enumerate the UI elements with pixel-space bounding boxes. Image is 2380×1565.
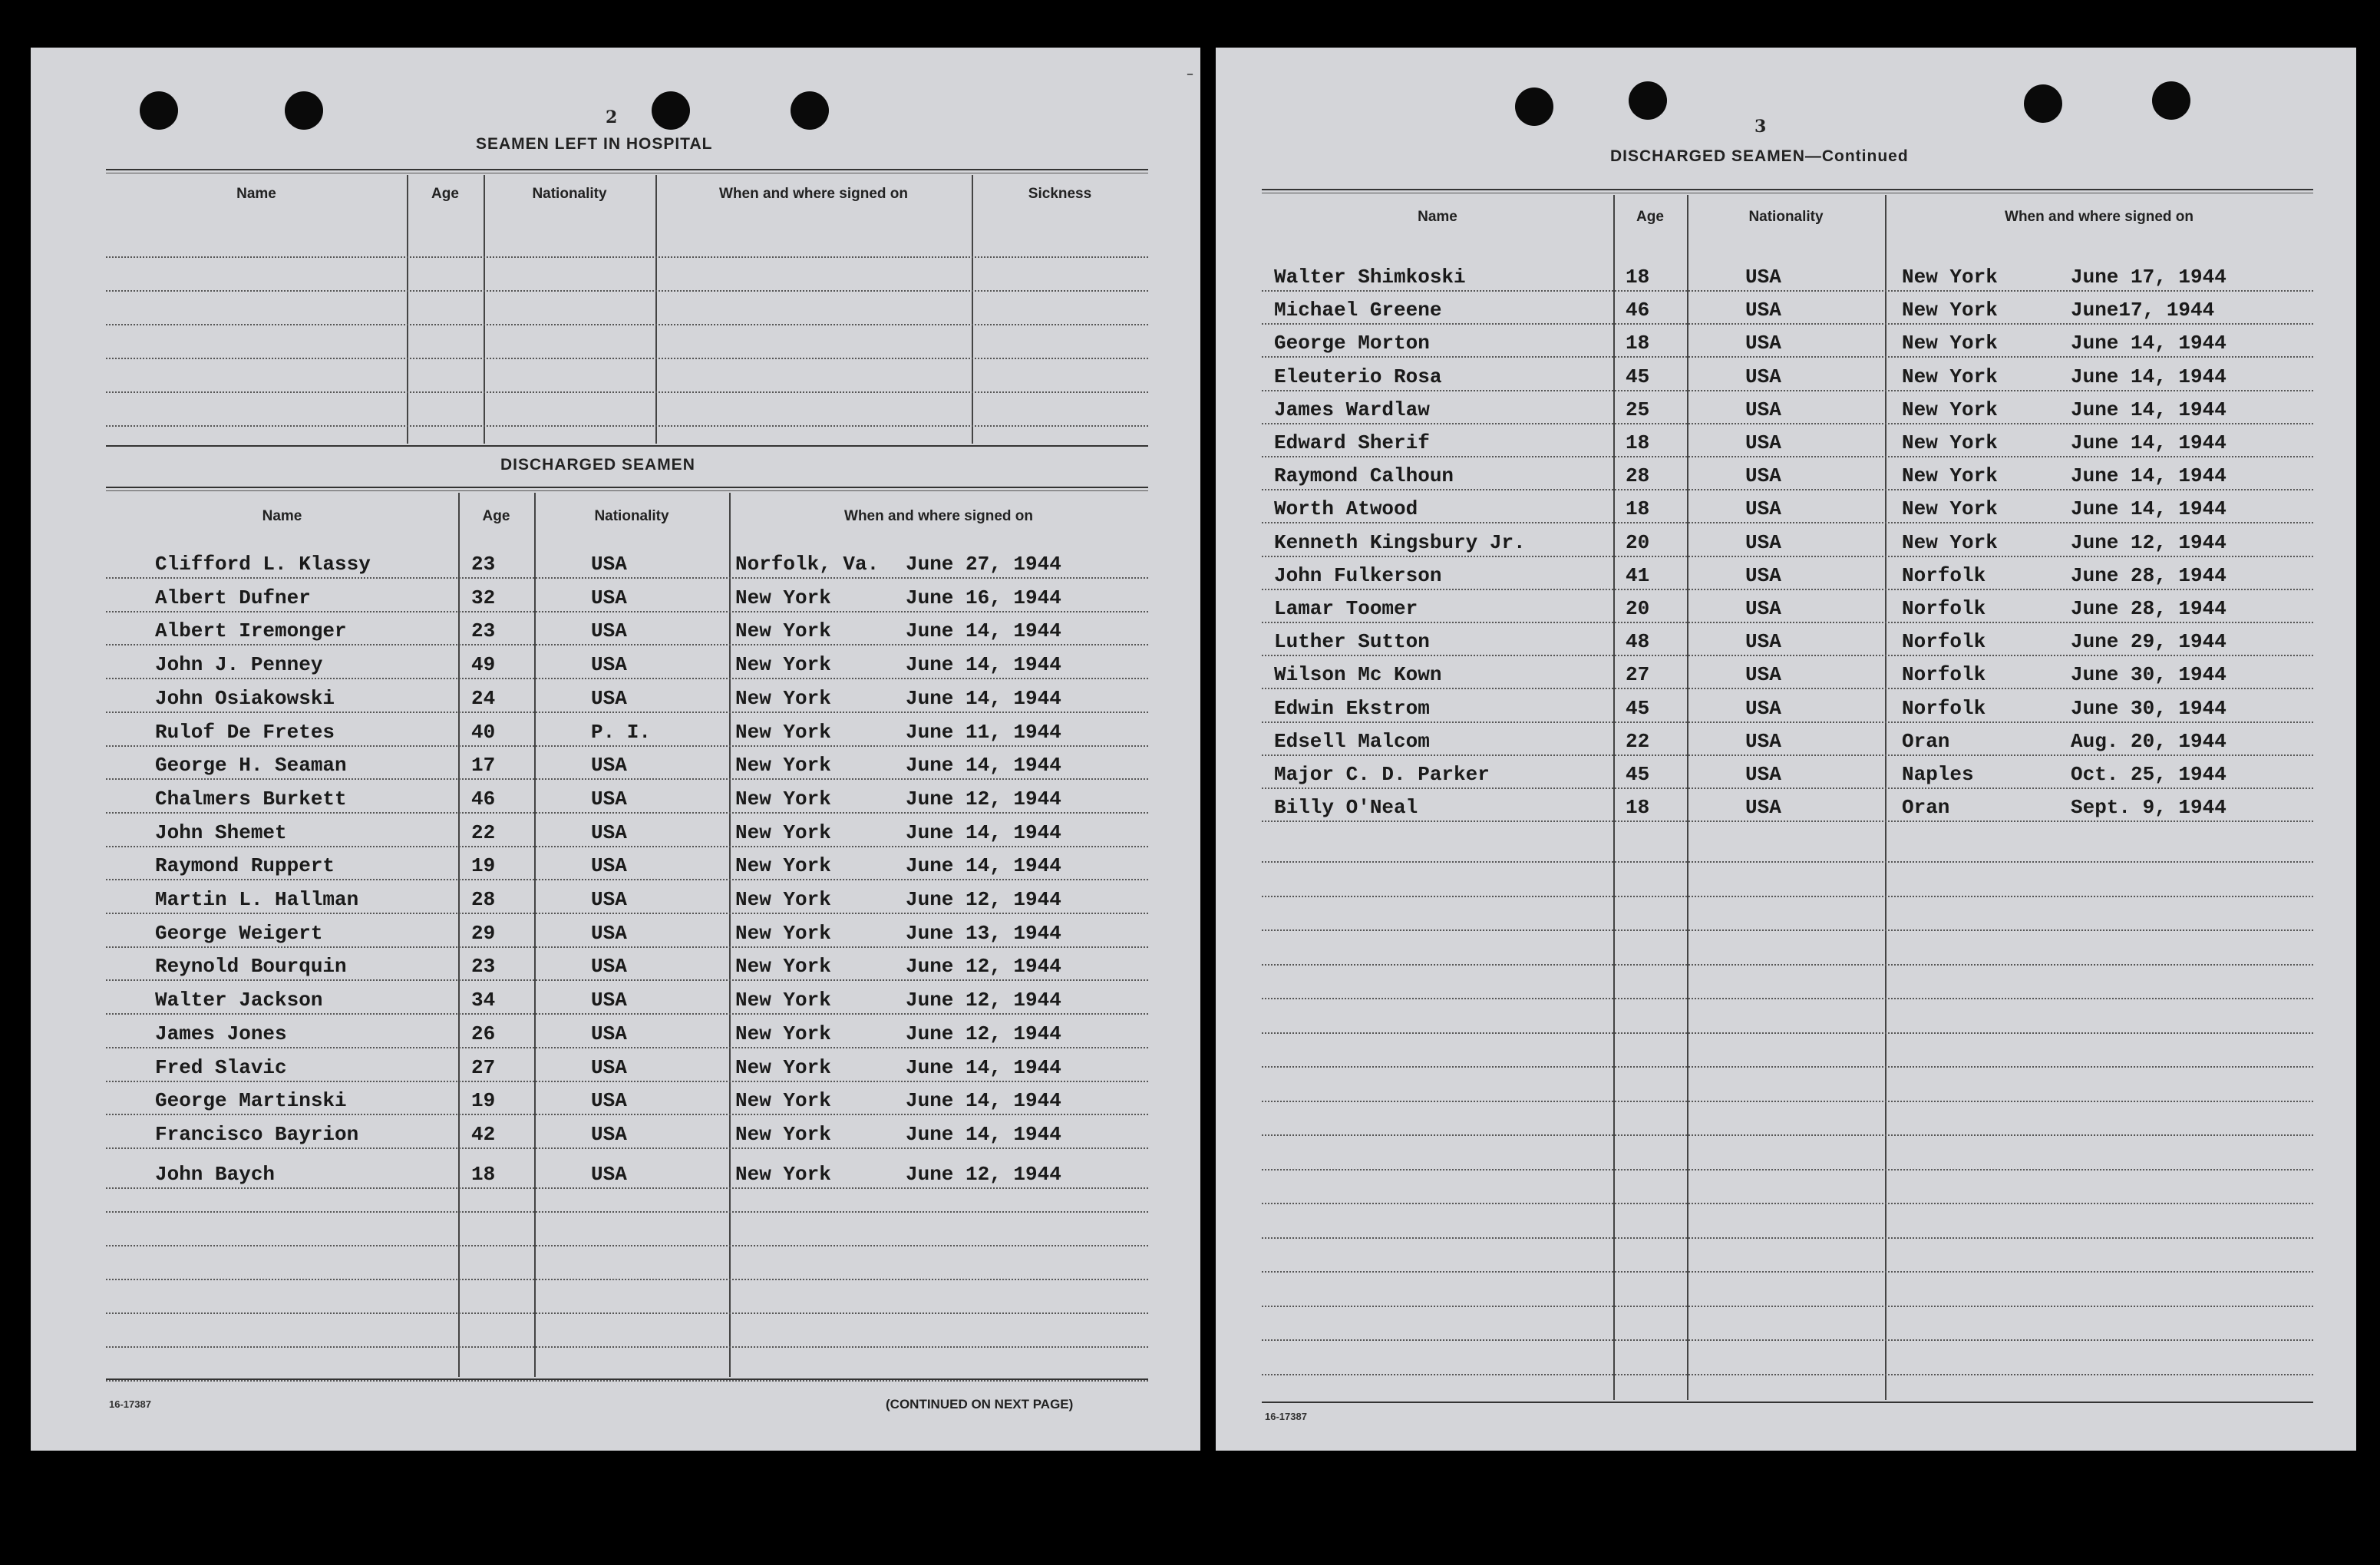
punch-hole: [2024, 84, 2062, 123]
seaman-age: 41: [1626, 564, 1650, 587]
table-top-rule: [106, 490, 1148, 491]
seaman-age: 23: [471, 955, 496, 978]
seaman-nationality: USA: [1745, 497, 1781, 520]
signed-on-date: June 14, 1944: [2071, 497, 2227, 520]
seaman-nationality: USA: [591, 955, 627, 978]
table-row-line: [106, 778, 1148, 780]
seaman-nationality: USA: [591, 888, 627, 911]
signed-on-date: June 14, 1944: [2071, 431, 2227, 454]
table-row-line: [1262, 655, 2313, 656]
seaman-age: 29: [471, 922, 496, 945]
signed-on-date: June 29, 1944: [2071, 630, 2227, 653]
signed-on-place: New York: [735, 1123, 831, 1146]
right-page: [1216, 48, 2356, 1451]
seaman-name: James Jones: [155, 1022, 287, 1045]
signed-on-date: June 12, 1944: [906, 787, 1061, 811]
signed-on-place: New York: [1902, 332, 1998, 355]
seaman-age: 28: [471, 888, 496, 911]
table-row-line: [1262, 290, 2313, 292]
table-row-line: [106, 1312, 1148, 1314]
table-row-line: [106, 290, 1148, 292]
seaman-name: Major C. D. Parker: [1274, 763, 1490, 786]
signed-on-date: June 16, 1944: [906, 586, 1061, 609]
signed-on-place: New York: [735, 955, 831, 978]
signed-on-place: New York: [735, 687, 831, 710]
seaman-age: 40: [471, 721, 496, 744]
column-divider: [1687, 195, 1688, 1400]
table-row-line: [1262, 456, 2313, 457]
signed-on-place: New York: [735, 989, 831, 1012]
seaman-age: 18: [1626, 431, 1650, 454]
discharged-section-title: DISCHARGED SEAMEN: [500, 456, 695, 474]
signed-on-date: June 11, 1944: [906, 721, 1061, 744]
signed-on-place: Oran: [1902, 730, 1950, 753]
signed-on-date: June 14, 1944: [906, 854, 1061, 877]
column-header: Name: [236, 186, 276, 202]
signed-on-place: New York: [735, 1056, 831, 1079]
table-row-line: [106, 1047, 1148, 1048]
signed-on-place: New York: [1902, 531, 1998, 554]
punch-hole: [140, 91, 178, 130]
seaman-nationality: USA: [591, 1123, 627, 1146]
table-row-line: [106, 1211, 1148, 1213]
seaman-age: 20: [1626, 597, 1650, 620]
signed-on-place: New York: [1902, 497, 1998, 520]
seaman-nationality: USA: [1745, 332, 1781, 355]
form-number: 16-17387: [109, 1398, 151, 1410]
signed-on-place: New York: [1902, 266, 1998, 289]
signed-on-date: June 14, 1944: [906, 1056, 1061, 1079]
signed-on-date: June 14, 1944: [906, 1089, 1061, 1112]
page-number: 3: [1754, 117, 1767, 137]
seaman-nationality: USA: [1745, 365, 1781, 388]
table-row-line: [106, 846, 1148, 847]
seaman-nationality: USA: [591, 922, 627, 945]
signed-on-place: Naples: [1902, 763, 1974, 786]
seaman-age: 20: [1626, 531, 1650, 554]
table-row-line: [1262, 1237, 2313, 1239]
signed-on-date: June 28, 1944: [2071, 564, 2227, 587]
signed-on-place: Oran: [1902, 796, 1950, 819]
table-row-line: [1262, 622, 2313, 623]
seaman-name: Walter Shimkoski: [1274, 266, 1466, 289]
signed-on-place: New York: [735, 821, 831, 844]
table-row-line: [106, 644, 1148, 645]
table-row-line: [1262, 896, 2313, 897]
seaman-nationality: USA: [1745, 763, 1781, 786]
seaman-age: 23: [471, 553, 496, 576]
table-row-line: [1262, 522, 2313, 523]
table-row-line: [1262, 1271, 2313, 1273]
seaman-nationality: P. I.: [591, 721, 652, 744]
signed-on-date: June 28, 1944: [2071, 597, 2227, 620]
seaman-nationality: USA: [591, 989, 627, 1012]
seaman-age: 18: [1626, 332, 1650, 355]
column-header: Age: [1636, 209, 1664, 225]
table-row-line: [106, 1380, 1148, 1382]
signed-on-place: Norfolk: [1902, 630, 1986, 653]
table-row-line: [106, 1147, 1148, 1149]
seaman-nationality: USA: [591, 821, 627, 844]
column-divider: [972, 175, 973, 444]
signed-on-date: June 12, 1944: [906, 955, 1061, 978]
signed-on-date: June 14, 1944: [2071, 398, 2227, 421]
seaman-nationality: USA: [591, 586, 627, 609]
seaman-age: 18: [1626, 266, 1650, 289]
signed-on-date: Oct. 25, 1944: [2071, 763, 2227, 786]
seaman-name: Francisco Bayrion: [155, 1123, 359, 1146]
table-row-line: [106, 1279, 1148, 1280]
table-top-rule: [106, 169, 1148, 170]
seaman-name: John Osiakowski: [155, 687, 335, 710]
column-header: Nationality: [1748, 209, 1824, 225]
table-row-line: [106, 979, 1148, 981]
table-row-line: [1262, 589, 2313, 590]
table-row-line: [1262, 1339, 2313, 1341]
column-header: Age: [431, 186, 459, 202]
seaman-age: 19: [471, 1089, 496, 1112]
column-divider: [1613, 195, 1615, 1400]
seaman-name: Albert Dufner: [155, 586, 311, 609]
seaman-age: 48: [1626, 630, 1650, 653]
table-top-rule: [106, 487, 1148, 488]
table-row-line: [106, 577, 1148, 579]
seaman-nationality: USA: [1745, 597, 1781, 620]
signed-on-date: June 13, 1944: [906, 922, 1061, 945]
seaman-age: 49: [471, 653, 496, 676]
seaman-nationality: USA: [591, 854, 627, 877]
column-divider: [407, 175, 408, 444]
table-row-line: [1262, 1066, 2313, 1068]
column-header: When and where signed on: [719, 186, 908, 202]
seaman-age: 23: [471, 619, 496, 642]
punch-hole: [652, 91, 690, 130]
seaman-name: Luther Sutton: [1274, 630, 1430, 653]
column-header: Nationality: [594, 508, 669, 524]
seaman-nationality: USA: [1745, 697, 1781, 720]
seaman-name: Worth Atwood: [1274, 497, 1418, 520]
signed-on-date: June 12, 1944: [906, 1163, 1061, 1186]
signed-on-place: New York: [1902, 464, 1998, 487]
table-row-line: [106, 1187, 1148, 1189]
table-top-rule: [1262, 189, 2313, 190]
seaman-name: Raymond Ruppert: [155, 854, 335, 877]
table-row-line: [1262, 998, 2313, 999]
seaman-nationality: USA: [1745, 663, 1781, 686]
seaman-nationality: USA: [591, 653, 627, 676]
seaman-age: 18: [471, 1163, 496, 1186]
signed-on-place: New York: [735, 787, 831, 811]
table-row-line: [1262, 929, 2313, 931]
seaman-name: Wilson Mc Kown: [1274, 663, 1442, 686]
seaman-name: Billy O'Neal: [1274, 796, 1418, 819]
signed-on-date: June 12, 1944: [906, 1022, 1061, 1045]
signed-on-place: New York: [735, 1163, 831, 1186]
seaman-age: 45: [1626, 763, 1650, 786]
table-row-line: [1262, 1374, 2313, 1375]
signed-on-date: June 14, 1944: [2071, 332, 2227, 355]
table-row-line: [1262, 489, 2313, 490]
signed-on-date: June 14, 1944: [2071, 365, 2227, 388]
seaman-nationality: USA: [591, 787, 627, 811]
signed-on-date: June 14, 1944: [906, 687, 1061, 710]
punch-hole: [285, 91, 323, 130]
seaman-nationality: USA: [1745, 431, 1781, 454]
signed-on-place: Norfolk, Va.: [735, 553, 880, 576]
punch-hole: [1515, 87, 1553, 126]
seaman-nationality: USA: [1745, 299, 1781, 322]
table-row-line: [1262, 1203, 2313, 1204]
table-row-line: [1262, 323, 2313, 325]
signed-on-date: June 12, 1944: [906, 888, 1061, 911]
seaman-nationality: USA: [591, 754, 627, 777]
signed-on-date: June 12, 1944: [2071, 531, 2227, 554]
table-row-line: [1262, 820, 2313, 822]
seaman-age: 46: [471, 787, 496, 811]
seaman-age: 32: [471, 586, 496, 609]
table-row-line: [1262, 964, 2313, 966]
signed-on-date: June 14, 1944: [906, 1123, 1061, 1146]
signed-on-date: June 14, 1944: [906, 821, 1061, 844]
seaman-name: Martin L. Hallman: [155, 888, 359, 911]
column-header: Nationality: [532, 186, 607, 202]
punch-hole: [791, 91, 829, 130]
column-divider: [484, 175, 485, 444]
signed-on-place: New York: [735, 922, 831, 945]
seaman-name: Rulof De Fretes: [155, 721, 335, 744]
signed-on-place: New York: [735, 754, 831, 777]
signed-on-place: New York: [1902, 365, 1998, 388]
signed-on-date: June 17, 1944: [2071, 266, 2227, 289]
seaman-name: Kenneth Kingsbury Jr.: [1274, 531, 1526, 554]
table-row-line: [106, 913, 1148, 914]
table-row-line: [106, 391, 1148, 393]
seaman-nationality: USA: [591, 687, 627, 710]
signed-on-place: New York: [735, 854, 831, 877]
signed-on-date: June 14, 1944: [906, 619, 1061, 642]
seaman-nationality: USA: [1745, 564, 1781, 587]
seaman-name: George Morton: [1274, 332, 1430, 355]
signed-on-date: Sept. 9, 1944: [2071, 796, 2227, 819]
table-row-line: [106, 1013, 1148, 1015]
seaman-name: Eleuterio Rosa: [1274, 365, 1442, 388]
table-row-line: [1262, 356, 2313, 358]
seaman-age: 22: [1626, 730, 1650, 753]
table-row-line: [106, 1114, 1148, 1115]
table-row-line: [1262, 721, 2313, 723]
seaman-nationality: USA: [591, 1022, 627, 1045]
seaman-name: Raymond Calhoun: [1274, 464, 1454, 487]
seaman-age: 17: [471, 754, 496, 777]
column-header: Name: [1418, 209, 1457, 225]
hospital-section-title: SEAMEN LEFT IN HOSPITAL: [476, 135, 713, 153]
seaman-name: George Weigert: [155, 922, 323, 945]
seaman-age: 19: [471, 854, 496, 877]
table-row-line: [106, 812, 1148, 814]
seaman-nationality: USA: [591, 619, 627, 642]
column-header: When and where signed on: [2005, 209, 2193, 225]
table-bottom-rule: [1262, 1402, 2313, 1403]
seaman-name: Lamar Toomer: [1274, 597, 1418, 620]
seaman-nationality: USA: [1745, 730, 1781, 753]
seaman-name: George Martinski: [155, 1089, 347, 1112]
table-row-line: [106, 1245, 1148, 1246]
seaman-name: John J. Penney: [155, 653, 323, 676]
seaman-age: 27: [471, 1056, 496, 1079]
signed-on-place: New York: [1902, 299, 1998, 322]
column-header: When and where signed on: [844, 508, 1033, 524]
seaman-name: Walter Jackson: [155, 989, 323, 1012]
seaman-nationality: USA: [1745, 464, 1781, 487]
seaman-nationality: USA: [1745, 266, 1781, 289]
column-divider: [1885, 195, 1887, 1400]
table-row-line: [106, 712, 1148, 713]
signed-on-place: New York: [735, 619, 831, 642]
table-row-line: [106, 425, 1148, 427]
table-row-line: [1262, 1169, 2313, 1170]
seaman-age: 26: [471, 1022, 496, 1045]
signed-on-date: June17, 1944: [2071, 299, 2215, 322]
seaman-name: Albert Iremonger: [155, 619, 347, 642]
table-row-line: [1262, 423, 2313, 424]
seaman-name: Clifford L. Klassy: [155, 553, 371, 576]
table-row-line: [106, 1346, 1148, 1348]
signed-on-place: Norfolk: [1902, 597, 1986, 620]
table-row-line: [106, 358, 1148, 359]
seaman-name: Chalmers Burkett: [155, 787, 347, 811]
discharged-continued-title: DISCHARGED SEAMEN—Continued: [1610, 147, 1909, 165]
table-row-line: [1262, 1306, 2313, 1307]
punch-hole: [2152, 81, 2190, 120]
table-row-line: [1262, 754, 2313, 756]
seaman-name: George H. Seaman: [155, 754, 347, 777]
left-page: [31, 48, 1200, 1451]
table-bottom-rule: [106, 1378, 1148, 1380]
continued-note: (CONTINUED ON NEXT PAGE): [886, 1397, 1074, 1411]
signed-on-place: Norfolk: [1902, 564, 1986, 587]
seaman-age: 18: [1626, 796, 1650, 819]
seaman-name: Edward Sherif: [1274, 431, 1430, 454]
signed-on-date: June 30, 1944: [2071, 697, 2227, 720]
signed-on-date: June 12, 1944: [906, 989, 1061, 1012]
signed-on-date: Aug. 20, 1944: [2071, 730, 2227, 753]
seaman-nationality: USA: [591, 1163, 627, 1186]
signed-on-place: New York: [735, 586, 831, 609]
signed-on-place: New York: [735, 888, 831, 911]
table-row-line: [106, 1081, 1148, 1082]
seaman-nationality: USA: [1745, 531, 1781, 554]
column-header: Name: [262, 508, 302, 524]
seaman-name: Michael Greene: [1274, 299, 1442, 322]
signed-on-place: New York: [735, 1022, 831, 1045]
seaman-age: 22: [471, 821, 496, 844]
seaman-age: 45: [1626, 365, 1650, 388]
signed-on-date: June 27, 1944: [906, 553, 1061, 576]
table-row-line: [106, 678, 1148, 679]
form-number: 16-17387: [1265, 1411, 1307, 1422]
seaman-age: 27: [1626, 663, 1650, 686]
column-header: Age: [482, 508, 510, 524]
table-row-line: [1262, 1032, 2313, 1034]
seaman-age: 25: [1626, 398, 1650, 421]
seaman-age: 45: [1626, 697, 1650, 720]
signed-on-date: June 14, 1944: [906, 653, 1061, 676]
table-row-line: [1262, 1101, 2313, 1102]
table-row-line: [1262, 861, 2313, 863]
table-bottom-rule: [106, 445, 1148, 447]
column-divider: [655, 175, 657, 444]
seaman-name: Edwin Ekstrom: [1274, 697, 1430, 720]
table-row-line: [106, 611, 1148, 612]
signed-on-place: Norfolk: [1902, 663, 1986, 686]
signed-on-date: June 14, 1944: [2071, 464, 2227, 487]
signed-on-place: Norfolk: [1902, 697, 1986, 720]
signed-on-place: New York: [1902, 431, 1998, 454]
table-row-line: [1262, 787, 2313, 789]
signed-on-place: New York: [735, 721, 831, 744]
punch-hole: [1629, 81, 1667, 120]
signed-on-date: June 30, 1944: [2071, 663, 2227, 686]
seaman-name: Edsell Malcom: [1274, 730, 1430, 753]
seaman-name: John Baych: [155, 1163, 276, 1186]
seaman-nationality: USA: [1745, 630, 1781, 653]
signed-on-place: New York: [735, 1089, 831, 1112]
seaman-age: 42: [471, 1123, 496, 1146]
table-row-line: [1262, 688, 2313, 689]
seaman-name: John Shemet: [155, 821, 287, 844]
signed-on-place: New York: [1902, 398, 1998, 421]
column-header: Sickness: [1028, 186, 1092, 202]
binder-mark: –: [1187, 66, 1193, 82]
table-row-line: [106, 324, 1148, 325]
page-number: 2: [606, 107, 618, 127]
seaman-nationality: USA: [1745, 398, 1781, 421]
seaman-nationality: USA: [591, 553, 627, 576]
seaman-age: 28: [1626, 464, 1650, 487]
table-row-line: [106, 256, 1148, 258]
signed-on-place: New York: [735, 653, 831, 676]
seaman-nationality: USA: [591, 1056, 627, 1079]
table-row-line: [106, 946, 1148, 948]
table-row-line: [106, 745, 1148, 747]
signed-on-date: June 14, 1944: [906, 754, 1061, 777]
seaman-age: 34: [471, 989, 496, 1012]
seaman-name: James Wardlaw: [1274, 398, 1430, 421]
seaman-name: Reynold Bourquin: [155, 955, 347, 978]
seaman-nationality: USA: [591, 1089, 627, 1112]
seaman-name: John Fulkerson: [1274, 564, 1442, 587]
seaman-age: 46: [1626, 299, 1650, 322]
seaman-name: Fred Slavic: [155, 1056, 287, 1079]
table-row-line: [106, 879, 1148, 880]
table-row-line: [1262, 390, 2313, 391]
seaman-nationality: USA: [1745, 796, 1781, 819]
table-row-line: [1262, 1134, 2313, 1136]
seaman-age: 24: [471, 687, 496, 710]
seaman-age: 18: [1626, 497, 1650, 520]
table-row-line: [1262, 556, 2313, 557]
